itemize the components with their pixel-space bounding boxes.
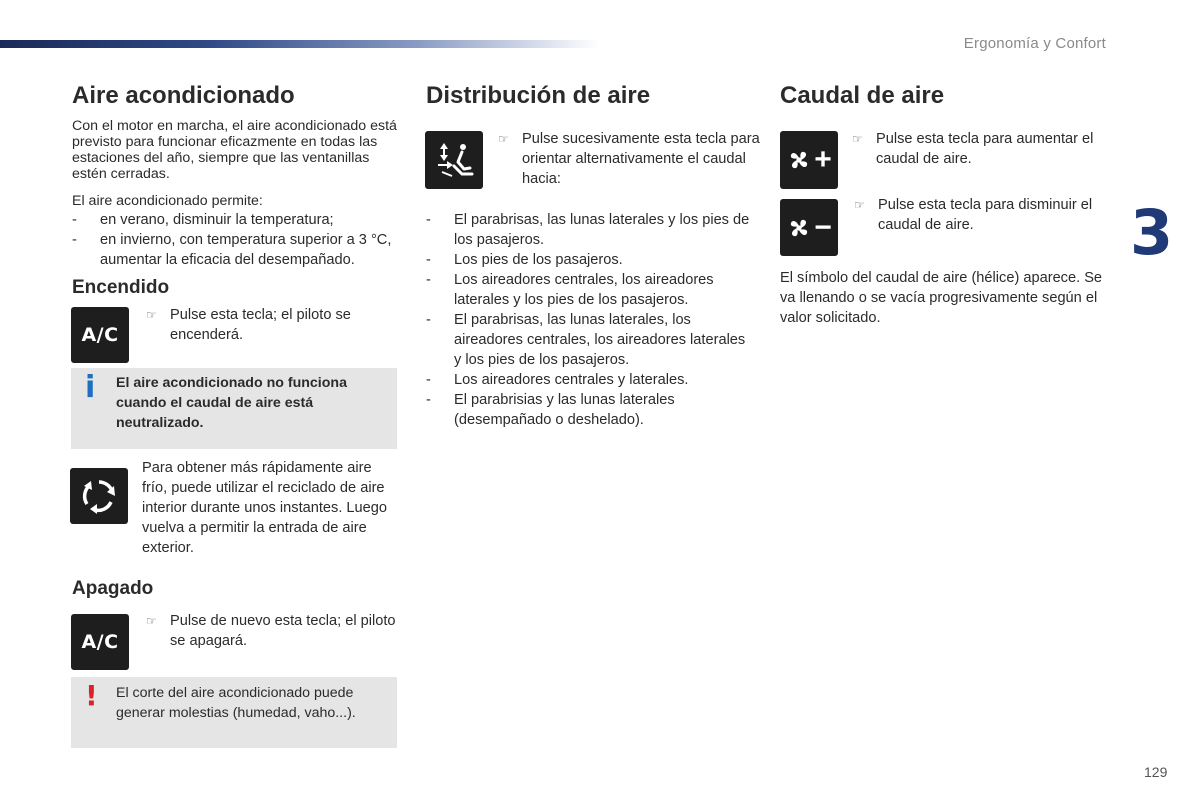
increase-instruction-text: Pulse esta tecla para aumentar el caudal de aire. [876, 131, 1094, 167]
fan-decrease-button-icon [780, 199, 838, 256]
chapter-number: 3 [1130, 196, 1174, 269]
recirculation-text: Para obtener más rápidamente aire frío, puede utilizar el reciclado de aire interior durante unos instantes. Luego vuelva a permitir la entrada de aire exterior. [142, 460, 388, 556]
decrease-instruction-text: Pulse esta tecla para disminuir el caudal de aire. [878, 197, 1093, 233]
increase-instruction [852, 129, 1136, 169]
air-distribution-icon [432, 138, 476, 182]
title-caudal-de-aire: Caudal de aire [780, 82, 945, 109]
list-item: - El parabrisas, las lunas laterales, los aireadores centrales, los aireadores laterales y los pies de los pasajeros. [426, 310, 752, 370]
ac-off-button-icon [71, 614, 129, 670]
list-item: - en verano, disminuir la temperatura; [72, 210, 402, 230]
list-item: - El parabrisas, las lunas laterales y los pies de los pasajeros. [426, 210, 752, 250]
fan-icon [786, 215, 812, 241]
info-note-text: El aire acondicionado no funciona cuando el caudal de aire está neutralizado. [116, 375, 347, 431]
distribution-modes-list [426, 210, 752, 430]
pointing-hand-icon: ☞ [498, 132, 509, 146]
fan-symbol-text: El símbolo del caudal de aire (hélice) aparece. Se va llenando o se vacía progresivamente según el valor solicitado. [780, 270, 1103, 326]
ac-label: A/C [81, 631, 119, 653]
on-instruction [146, 305, 410, 345]
info-note [71, 368, 397, 449]
title-aire-acondicionado: Aire acondicionado [72, 82, 295, 109]
pointing-hand-icon: ☞ [854, 198, 865, 212]
page-number: 129 [1144, 764, 1168, 780]
pointing-hand-icon: ☞ [146, 308, 157, 322]
distribution-button-icon [425, 131, 483, 189]
warning-note-text: El corte del aire acondicionado puede generar molestias (humedad, vaho...). [116, 685, 356, 721]
permits-label: El aire acondicionado permite: [72, 193, 263, 209]
decrease-instruction [854, 195, 1138, 235]
list-item: - Los pies de los pasajeros. [426, 250, 752, 270]
distribution-instruction [498, 129, 772, 189]
header-gradient-bar [0, 40, 600, 48]
warning-icon: ! [85, 679, 98, 712]
warning-note [71, 677, 397, 748]
air-recirculation-icon [77, 474, 121, 518]
ac-button-icon [71, 307, 129, 363]
fan-icon [786, 147, 812, 173]
list-item: - en invierno, con temperatura superior a 3 °C, aumentar la eficacia del desempañado. [72, 230, 402, 270]
title-encendido: Encendido [72, 277, 170, 298]
info-icon: i [85, 370, 96, 405]
pointing-hand-icon: ☞ [852, 132, 863, 146]
title-apagado: Apagado [72, 578, 154, 599]
plus-icon: + [814, 143, 832, 176]
on-instruction-text: Pulse esta tecla; el piloto se encenderá. [170, 307, 351, 343]
off-instruction-text: Pulse de nuevo esta tecla; el piloto se apagará. [170, 613, 396, 649]
list-item: - El parabrisias y las lunas laterales (desempañado o deshelado). [426, 390, 752, 430]
title-distribucion-de-aire: Distribución de aire [426, 82, 651, 109]
intro-paragraph: Con el motor en marcha, el aire acondicionado está previsto para funcionar eficazmente en todas las estaciones del año, siempre que las ventanillas estén cerradas. [72, 118, 397, 182]
off-instruction [146, 611, 410, 651]
list-item: - Los aireadores centrales, los aireadores laterales y los pies de los pasajeros. [426, 270, 752, 310]
ac-label: A/C [81, 324, 119, 346]
fan-increase-button-icon [780, 131, 838, 189]
section-header: Ergonomía y Confort [963, 35, 1106, 52]
pointing-hand-icon: ☞ [146, 614, 157, 628]
recirculation-button-icon [70, 468, 128, 524]
list-item: - Los aireadores centrales y laterales. [426, 370, 752, 390]
distribution-instruction-text: Pulse sucesivamente esta tecla para orientar alternativamente el caudal hacia: [522, 131, 760, 187]
permits-list [72, 210, 402, 270]
minus-icon: − [814, 210, 832, 244]
